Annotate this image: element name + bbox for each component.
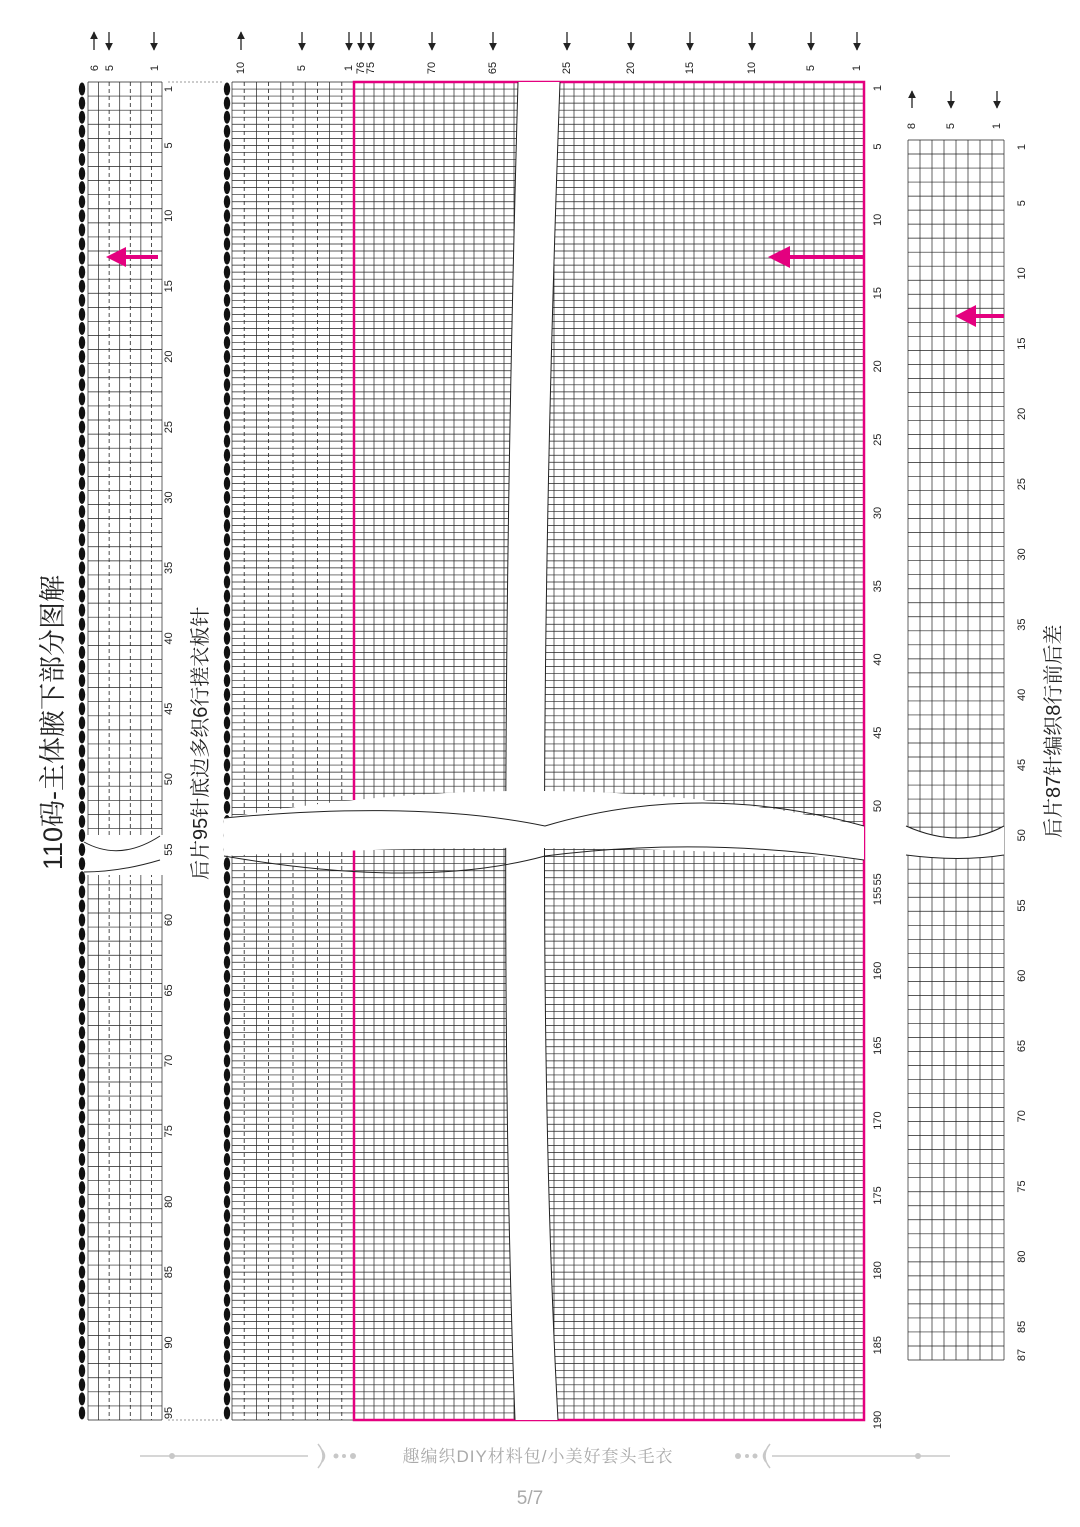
- purl-bump-icon: [224, 350, 230, 363]
- panel-a-row-label: 90: [163, 1336, 175, 1349]
- purl-bump-icon: [79, 702, 85, 715]
- panel-a-row-label: 15: [163, 280, 175, 293]
- panel-c-row-label: 65: [1016, 1039, 1028, 1053]
- panel-a-col-label: 5: [104, 64, 116, 72]
- purl-bump-icon: [224, 759, 230, 772]
- purl-bump-icon: [79, 843, 85, 856]
- purl-bump-icon: [79, 209, 85, 222]
- purl-bump-icon: [79, 1012, 85, 1025]
- purl-bump-icon: [79, 871, 85, 884]
- purl-bump-icon: [79, 392, 85, 405]
- purl-bump-icon: [79, 590, 85, 603]
- panel-b-col-label: 1: [851, 64, 863, 72]
- purl-bump-icon: [224, 392, 230, 405]
- dashed-stitch-lines: [109, 82, 151, 1420]
- direction-arrow-icon: [106, 247, 158, 267]
- purl-bump-icon: [224, 252, 230, 265]
- purl-bump-icon: [79, 1195, 85, 1208]
- purl-bump-icon: [224, 787, 230, 800]
- panel-c-row-label: 80: [1016, 1250, 1028, 1263]
- footer-brand: 趣编织DIY材料包/小美好套头毛衣: [402, 1447, 674, 1466]
- right-note: 后片87针编织8行前后差: [1043, 624, 1065, 838]
- purl-bump-icon: [224, 153, 230, 166]
- purl-bump-icon: [79, 1252, 85, 1265]
- panel-c-row-label: 50: [1016, 829, 1028, 842]
- purl-bump-icon: [224, 449, 230, 462]
- purl-bump-icon: [224, 491, 230, 504]
- page-number: 5/7: [516, 1488, 544, 1509]
- purl-bump-icon: [79, 1364, 85, 1377]
- purl-bump-icon: [224, 181, 230, 194]
- panel-c-row-label: 55: [1016, 899, 1028, 912]
- purl-bump-icon: [79, 984, 85, 997]
- panel-a-row-label: 95: [163, 1406, 175, 1420]
- purl-bump-icon: [79, 83, 85, 96]
- panel-c-row-label: 15: [1016, 337, 1028, 350]
- panel-a-row-label: 35: [163, 561, 175, 575]
- purl-bump-icon: [224, 477, 230, 490]
- panel-c-row-label: 1: [1016, 143, 1028, 151]
- panel-a-row-label: 10: [163, 209, 175, 222]
- purl-bump-icon: [79, 815, 85, 828]
- panel-a-row-label: 30: [163, 491, 175, 504]
- panel-c-break: [906, 826, 1004, 859]
- panel-c-col-label: 8: [906, 122, 918, 130]
- panel-b-row-label: 185: [872, 1335, 884, 1355]
- purl-bump-icon: [79, 1097, 85, 1110]
- purl-bump-icon: [224, 1125, 230, 1138]
- panel-b-col-label: 65: [487, 61, 499, 75]
- purl-bump-icon: [79, 421, 85, 434]
- purl-bump-icon: [224, 125, 230, 138]
- panel-b-row-label: 180: [872, 1261, 884, 1280]
- purl-bump-icon: [224, 167, 230, 180]
- purl-bump-icon: [79, 1209, 85, 1222]
- purl-bump-icon: [224, 1223, 230, 1236]
- panel-c-row-label: 87: [1016, 1348, 1028, 1362]
- panel-c-row-label: 70: [1016, 1110, 1028, 1123]
- purl-bump-icon: [79, 561, 85, 574]
- panel-b-row-label: 165: [872, 1036, 884, 1055]
- purl-bump-icon: [224, 83, 230, 96]
- panel-b-col-label: 76: [355, 61, 367, 75]
- purl-bump-icon: [224, 209, 230, 222]
- purl-bump-icon: [79, 1026, 85, 1039]
- purl-bump-icon: [79, 378, 85, 391]
- purl-bump-icon: [79, 773, 85, 786]
- purl-bump-icon: [79, 1153, 85, 1166]
- purl-bump-icon: [79, 463, 85, 476]
- purl-bump-icon: [79, 1378, 85, 1391]
- purl-bump-icon: [79, 1167, 85, 1180]
- purl-bump-icon: [79, 407, 85, 420]
- panel-a-row-label: 65: [163, 984, 175, 997]
- purl-bump-icon: [79, 477, 85, 490]
- purl-bump-icon: [79, 1237, 85, 1250]
- panel-b-row-label: 10: [872, 213, 884, 227]
- purl-bump-icon: [224, 914, 230, 927]
- purl-bump-icon: [224, 1294, 230, 1307]
- purl-bump-icon: [79, 1280, 85, 1293]
- purl-bump-icon: [79, 970, 85, 983]
- purl-bump-icon: [224, 885, 230, 898]
- panel-a-row-label: 80: [163, 1195, 175, 1208]
- purl-bump-icon: [79, 942, 85, 955]
- purl-bump-icon: [224, 237, 230, 250]
- purl-bump-icon: [79, 350, 85, 363]
- purl-bump-icon: [224, 421, 230, 434]
- purl-bump-icon: [224, 561, 230, 574]
- panel-c-row-label: 25: [1016, 477, 1028, 491]
- purl-bump-icon: [224, 1280, 230, 1293]
- purl-bump-icon: [79, 533, 85, 546]
- purl-bump-icon: [224, 1392, 230, 1405]
- left-note: 后片95针底边多织6行搓衣板针: [190, 606, 212, 880]
- purl-bump-icon: [79, 308, 85, 321]
- purl-bump-icon: [79, 195, 85, 208]
- purl-bump-icon: [79, 336, 85, 349]
- purl-bump-icon: [79, 604, 85, 617]
- grid-lines: [908, 140, 1004, 1360]
- panel-b-chart: [224, 82, 864, 1420]
- purl-bump-icon: [224, 899, 230, 912]
- purl-bump-icon: [79, 857, 85, 870]
- purl-bump-icon: [224, 1097, 230, 1110]
- panel-a-row-label: 40: [163, 632, 175, 645]
- purl-bump-icon: [79, 505, 85, 518]
- panel-b-col-label: 5: [805, 64, 817, 72]
- purl-bump-icon: [79, 1223, 85, 1236]
- purl-bump-icon: [224, 674, 230, 687]
- purl-bump-icon: [224, 1322, 230, 1335]
- panel-b-col-label: 10: [235, 61, 247, 75]
- panel-a-col-label: 1: [149, 64, 161, 72]
- purl-bump-icon: [224, 998, 230, 1011]
- purl-bump-icon: [224, 1266, 230, 1279]
- panel-b-row-label: 45: [872, 726, 884, 739]
- purl-bump-icon: [79, 237, 85, 250]
- purl-bump-icon: [224, 294, 230, 307]
- purl-bump-icon: [79, 998, 85, 1011]
- purl-bump-icon: [79, 1083, 85, 1096]
- panel-c-col-label: 1: [991, 122, 1003, 130]
- purl-bump-icon: [224, 1111, 230, 1124]
- purl-bump-icon: [224, 111, 230, 124]
- panel-c-row-label: 10: [1016, 267, 1028, 280]
- purl-bump-icon: [79, 688, 85, 701]
- purl-bump-icon: [224, 1350, 230, 1363]
- purl-bump-icon: [79, 139, 85, 152]
- panel-b-row-label: 5: [872, 143, 884, 150]
- purl-bump-icon: [224, 984, 230, 997]
- purl-bump-icon: [224, 336, 230, 349]
- purl-bump-icon: [224, 1083, 230, 1096]
- purl-bump-icon: [79, 449, 85, 462]
- purl-bump-icon: [79, 435, 85, 448]
- purl-bump-icon: [224, 1336, 230, 1349]
- panel-b-row-label: 40: [872, 653, 884, 666]
- panel-c-row-label: 30: [1016, 548, 1028, 561]
- purl-bump-icon: [79, 885, 85, 898]
- panel-b-row-label: 160: [872, 961, 884, 981]
- purl-bump-icon: [224, 942, 230, 955]
- purl-bump-icon: [79, 181, 85, 194]
- purl-bump-icon: [79, 223, 85, 236]
- panel-b-row-label: 155: [872, 886, 884, 906]
- panel-c-row-label: 35: [1016, 618, 1028, 631]
- purl-bump-icon: [79, 674, 85, 687]
- purl-bump-icon: [224, 1364, 230, 1377]
- purl-bump-icon: [224, 1181, 230, 1194]
- panel-c-row-label: 45: [1016, 758, 1028, 772]
- purl-bump-icon: [79, 576, 85, 589]
- purl-bump-icon: [79, 97, 85, 110]
- purl-bump-icon: [79, 125, 85, 138]
- purl-bump-icon: [224, 773, 230, 786]
- panel-a-col-label: 6: [89, 64, 101, 72]
- panel-b-row-label: 170: [872, 1111, 884, 1130]
- purl-bump-icon: [224, 1167, 230, 1180]
- panel-a-row-label: 60: [163, 913, 175, 927]
- purl-bump-icon: [79, 928, 85, 941]
- purl-bump-icon: [79, 660, 85, 673]
- purl-bump-icon: [79, 167, 85, 180]
- purl-bump-icon: [79, 829, 85, 842]
- panel-a-row-label: 5: [163, 142, 175, 149]
- purl-bump-icon: [224, 139, 230, 152]
- panel-c-col-label: 5: [945, 122, 957, 130]
- purl-bump-icon: [79, 1139, 85, 1152]
- panel-b-col-label: 1: [343, 64, 355, 72]
- purl-bump-icon: [224, 730, 230, 743]
- purl-bump-icon: [224, 223, 230, 236]
- panel-a-row-label: 25: [163, 420, 175, 434]
- purl-bump-icon: [224, 928, 230, 941]
- purl-bump-icon: [79, 1392, 85, 1405]
- panel-a-purl-beads: [79, 83, 85, 1420]
- panel-c-row-label: 75: [1016, 1180, 1028, 1193]
- purl-bump-icon: [79, 294, 85, 307]
- panel-a-row-label: 70: [163, 1054, 175, 1067]
- purl-bump-icon: [224, 1195, 230, 1208]
- panel-b-row-label: 50: [872, 799, 884, 813]
- panel-b-col-label: 70: [426, 61, 438, 75]
- purl-bump-icon: [224, 435, 230, 448]
- purl-bump-icon: [79, 1322, 85, 1335]
- purl-bump-icon: [79, 280, 85, 293]
- purl-bump-icon: [79, 899, 85, 912]
- grid-lines: [88, 82, 162, 1420]
- purl-bump-icon: [224, 1040, 230, 1053]
- panel-b-purl-beads: [224, 83, 230, 1420]
- panel-c-row-label: 85: [1016, 1320, 1028, 1334]
- purl-bump-icon: [79, 730, 85, 743]
- purl-bump-icon: [79, 1336, 85, 1349]
- purl-bump-icon: [79, 1040, 85, 1053]
- panel-a-row-label: 20: [163, 350, 175, 363]
- panel-c-row-label: 60: [1016, 969, 1028, 982]
- purl-bump-icon: [224, 505, 230, 518]
- panel-b-row-label: 175: [872, 1186, 884, 1205]
- purl-bump-icon: [224, 716, 230, 729]
- purl-bump-icon: [224, 745, 230, 758]
- purl-bump-icon: [79, 1294, 85, 1307]
- purl-bump-icon: [79, 547, 85, 560]
- purl-bump-icon: [224, 1012, 230, 1025]
- panel-b-row-label: 20: [872, 360, 884, 373]
- purl-bump-icon: [79, 491, 85, 504]
- purl-bump-icon: [224, 533, 230, 546]
- purl-bump-icon: [79, 364, 85, 377]
- purl-bump-icon: [224, 801, 230, 814]
- panel-b-col-label: 25: [561, 61, 573, 75]
- purl-bump-icon: [79, 153, 85, 166]
- panel-b-col-label: 75: [365, 61, 377, 75]
- panel-b-row-label: 55: [872, 873, 884, 886]
- purl-bump-icon: [224, 266, 230, 279]
- purl-bump-icon: [224, 632, 230, 645]
- panel-a-row-label: 75: [163, 1125, 175, 1138]
- purl-bump-icon: [224, 1378, 230, 1391]
- panel-b-col-label: 5: [296, 64, 308, 72]
- panel-b-row-label: 35: [872, 580, 884, 593]
- purl-bump-icon: [79, 111, 85, 124]
- purl-bump-icon: [79, 759, 85, 772]
- purl-bump-icon: [79, 1181, 85, 1194]
- panel-c-row-label: 40: [1016, 688, 1028, 701]
- purl-bump-icon: [224, 702, 230, 715]
- purl-bump-icon: [224, 1252, 230, 1265]
- purl-bump-icon: [224, 1237, 230, 1250]
- purl-bump-icon: [79, 322, 85, 335]
- purl-bump-icon: [224, 1153, 230, 1166]
- purl-bump-icon: [224, 195, 230, 208]
- panel-b-col-label: 10: [746, 61, 758, 75]
- purl-bump-icon: [79, 252, 85, 265]
- panel-b-row-label: 25: [872, 433, 884, 446]
- purl-bump-icon: [79, 1111, 85, 1124]
- purl-bump-icon: [224, 1026, 230, 1039]
- panel-c-grid: [908, 140, 1004, 1360]
- main-title: 110码-主体腋下部分图解: [38, 574, 68, 870]
- purl-bump-icon: [224, 604, 230, 617]
- purl-bump-icon: [224, 1054, 230, 1067]
- direction-arrow-icon: [768, 246, 864, 268]
- purl-bump-icon: [224, 871, 230, 884]
- purl-bump-icon: [79, 519, 85, 532]
- purl-bump-icon: [224, 97, 230, 110]
- panel-b-row-label: 1: [872, 84, 884, 92]
- purl-bump-icon: [224, 590, 230, 603]
- purl-bump-icon: [224, 956, 230, 969]
- purl-bump-icon: [79, 787, 85, 800]
- purl-bump-icon: [79, 1350, 85, 1363]
- purl-bump-icon: [79, 646, 85, 659]
- grid-lines: [354, 82, 864, 1420]
- panel-c-row-label: 20: [1016, 407, 1028, 421]
- purl-bump-icon: [224, 1406, 230, 1419]
- purl-bump-icon: [224, 364, 230, 377]
- purl-bump-icon: [224, 576, 230, 589]
- purl-bump-icon: [79, 914, 85, 927]
- purl-bump-icon: [224, 322, 230, 335]
- purl-bump-icon: [224, 1139, 230, 1152]
- purl-bump-icon: [224, 660, 230, 673]
- purl-bump-icon: [224, 463, 230, 476]
- panel-b-row-label: 30: [872, 506, 884, 520]
- purl-bump-icon: [224, 1068, 230, 1081]
- panel-b-row-label: 190: [872, 1410, 884, 1430]
- purl-bump-icon: [224, 519, 230, 532]
- purl-bump-icon: [79, 1068, 85, 1081]
- purl-bump-icon: [79, 618, 85, 631]
- purl-bump-icon: [224, 857, 230, 870]
- purl-bump-icon: [224, 378, 230, 391]
- panel-a-row-label: 55: [163, 843, 175, 856]
- panel-a-row-label: 85: [163, 1265, 175, 1279]
- purl-bump-icon: [224, 618, 230, 631]
- purl-bump-icon: [224, 280, 230, 293]
- purl-bump-icon: [224, 970, 230, 983]
- purl-bump-icon: [79, 1266, 85, 1279]
- purl-bump-icon: [79, 1406, 85, 1419]
- purl-bump-icon: [224, 1209, 230, 1222]
- purl-bump-icon: [79, 1054, 85, 1067]
- purl-bump-icon: [79, 266, 85, 279]
- purl-bump-icon: [79, 716, 85, 729]
- purl-bump-icon: [79, 956, 85, 969]
- purl-bump-icon: [224, 688, 230, 701]
- purl-bump-icon: [224, 1308, 230, 1321]
- purl-bump-icon: [224, 308, 230, 321]
- purl-bump-icon: [79, 632, 85, 645]
- panel-b-col-label: 20: [625, 61, 637, 75]
- purl-bump-icon: [79, 745, 85, 758]
- panel-a-row-label: 1: [163, 85, 175, 93]
- purl-bump-icon: [79, 1308, 85, 1321]
- purl-bump-icon: [79, 1125, 85, 1138]
- panel-b-col-label: 15: [684, 61, 696, 75]
- purl-bump-icon: [224, 646, 230, 659]
- panel-b-row-label: 15: [872, 287, 884, 300]
- purl-bump-icon: [79, 801, 85, 814]
- panel-c-chart: [906, 140, 1004, 1360]
- panel-c-row-label: 5: [1016, 200, 1028, 207]
- purl-bump-icon: [224, 407, 230, 420]
- panel-a-row-label: 45: [163, 702, 175, 715]
- purl-bump-icon: [224, 547, 230, 560]
- panel-a-row-label: 50: [163, 773, 175, 786]
